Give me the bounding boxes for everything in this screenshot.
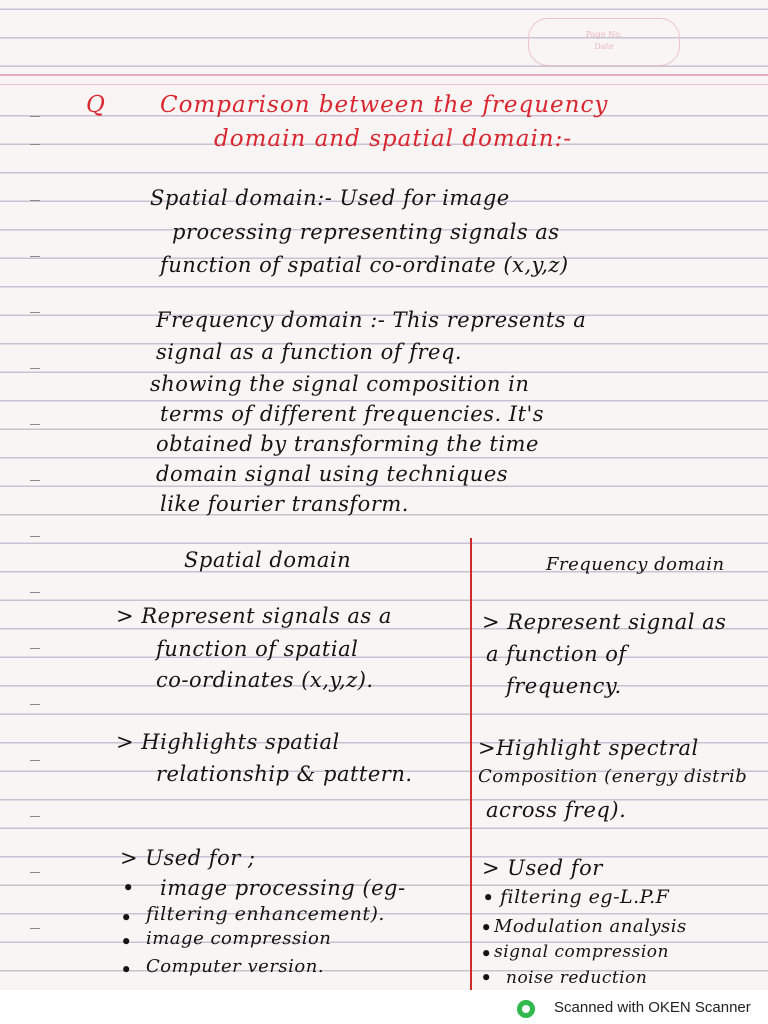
left-use-item-2: filtering enhancement). <box>146 903 385 925</box>
right-use-item-3: signal compression <box>494 942 669 962</box>
row2-left-line-2: relationship & pattern. <box>156 762 413 786</box>
margin-tick <box>30 928 40 929</box>
margin-tick <box>30 312 40 313</box>
bullet: • <box>120 958 133 982</box>
table-header-spatial: Spatial domain <box>184 548 352 572</box>
left-use-item-3: image compression <box>146 928 332 949</box>
margin-tick <box>30 592 40 593</box>
row1-right-line-2: a function of <box>486 642 627 666</box>
margin-tick <box>30 816 40 817</box>
scanner-watermark-text: Scanned with OKEN Scanner <box>554 999 751 1016</box>
bullet: • <box>120 906 133 930</box>
right-use-item-1: filtering eg-L.P.F <box>500 886 670 908</box>
row1-left-line-1: > Represent signals as a <box>116 604 392 628</box>
table-header-frequency: Frequency domain <box>546 554 725 575</box>
right-use-item-4: noise reduction <box>506 968 648 988</box>
margin-tick <box>30 648 40 649</box>
margin-tick <box>30 368 40 369</box>
margin-tick <box>30 704 40 705</box>
right-use-item-2: Modulation analysis <box>494 916 687 937</box>
frequency-def-line-4: terms of different frequencies. It's <box>160 402 545 426</box>
margin-tick <box>30 200 40 201</box>
margin-tick <box>30 872 40 873</box>
margin-tick <box>30 424 40 425</box>
spatial-def-line-3: function of spatial co-ordinate (x,y,z) <box>160 253 569 277</box>
bullet: • <box>122 876 135 900</box>
margin-tick <box>30 760 40 761</box>
title-line-2: domain and spatial domain:- <box>214 126 573 152</box>
row2-right-line-1: >Highlight spectral <box>478 736 699 760</box>
bullet: • <box>480 916 493 940</box>
row2-right-line-3: across freq). <box>486 798 627 822</box>
title-line-1: Comparison between the frequency <box>160 92 609 118</box>
left-uses-heading: > Used for ; <box>120 846 256 870</box>
bullet: • <box>480 942 493 966</box>
question-marker: Q <box>86 92 106 118</box>
right-uses-heading: > Used for <box>482 856 603 880</box>
left-use-item-1: image processing (eg- <box>160 876 406 900</box>
frequency-def-line-1: Frequency domain :- This represents a <box>156 308 587 332</box>
frequency-def-line-2: signal as a function of freq. <box>156 340 463 364</box>
spatial-def-line-1: Spatial domain:- Used for image <box>150 186 510 210</box>
margin-tick <box>30 256 40 257</box>
row1-left-line-2: function of spatial <box>156 637 359 661</box>
frequency-def-line-5: obtained by transforming the time <box>156 432 539 456</box>
frequency-def-line-6: domain signal using techniques <box>156 462 509 486</box>
row1-left-line-3: co-ordinates (x,y,z). <box>156 668 374 692</box>
page-stamp <box>528 18 680 66</box>
bullet: • <box>480 966 493 990</box>
stamp-value: Date <box>594 42 614 51</box>
left-use-item-4: Computer version. <box>146 956 325 977</box>
top-margin-line <box>0 74 768 76</box>
bullet: • <box>482 886 495 910</box>
row2-right-line-2: Composition (energy distrib <box>478 766 748 787</box>
row2-left-line-1: > Highlights spatial <box>116 730 340 754</box>
spatial-def-line-2: processing representing signals as <box>172 220 560 244</box>
margin-tick <box>30 480 40 481</box>
frequency-def-line-7: like fourier transform. <box>160 492 409 516</box>
table-column-divider <box>470 538 472 990</box>
row1-right-line-1: > Represent signal as <box>482 610 727 634</box>
margin-tick <box>30 116 40 117</box>
top-margin-line-secondary <box>0 84 768 85</box>
oken-logo-icon <box>517 1000 535 1018</box>
frequency-def-line-3: showing the signal composition in <box>150 372 530 396</box>
bullet: • <box>120 930 133 954</box>
stamp-label: Page No. <box>585 30 623 39</box>
margin-tick <box>30 536 40 537</box>
row1-right-line-3: frequency. <box>506 674 622 698</box>
margin-tick <box>30 144 40 145</box>
